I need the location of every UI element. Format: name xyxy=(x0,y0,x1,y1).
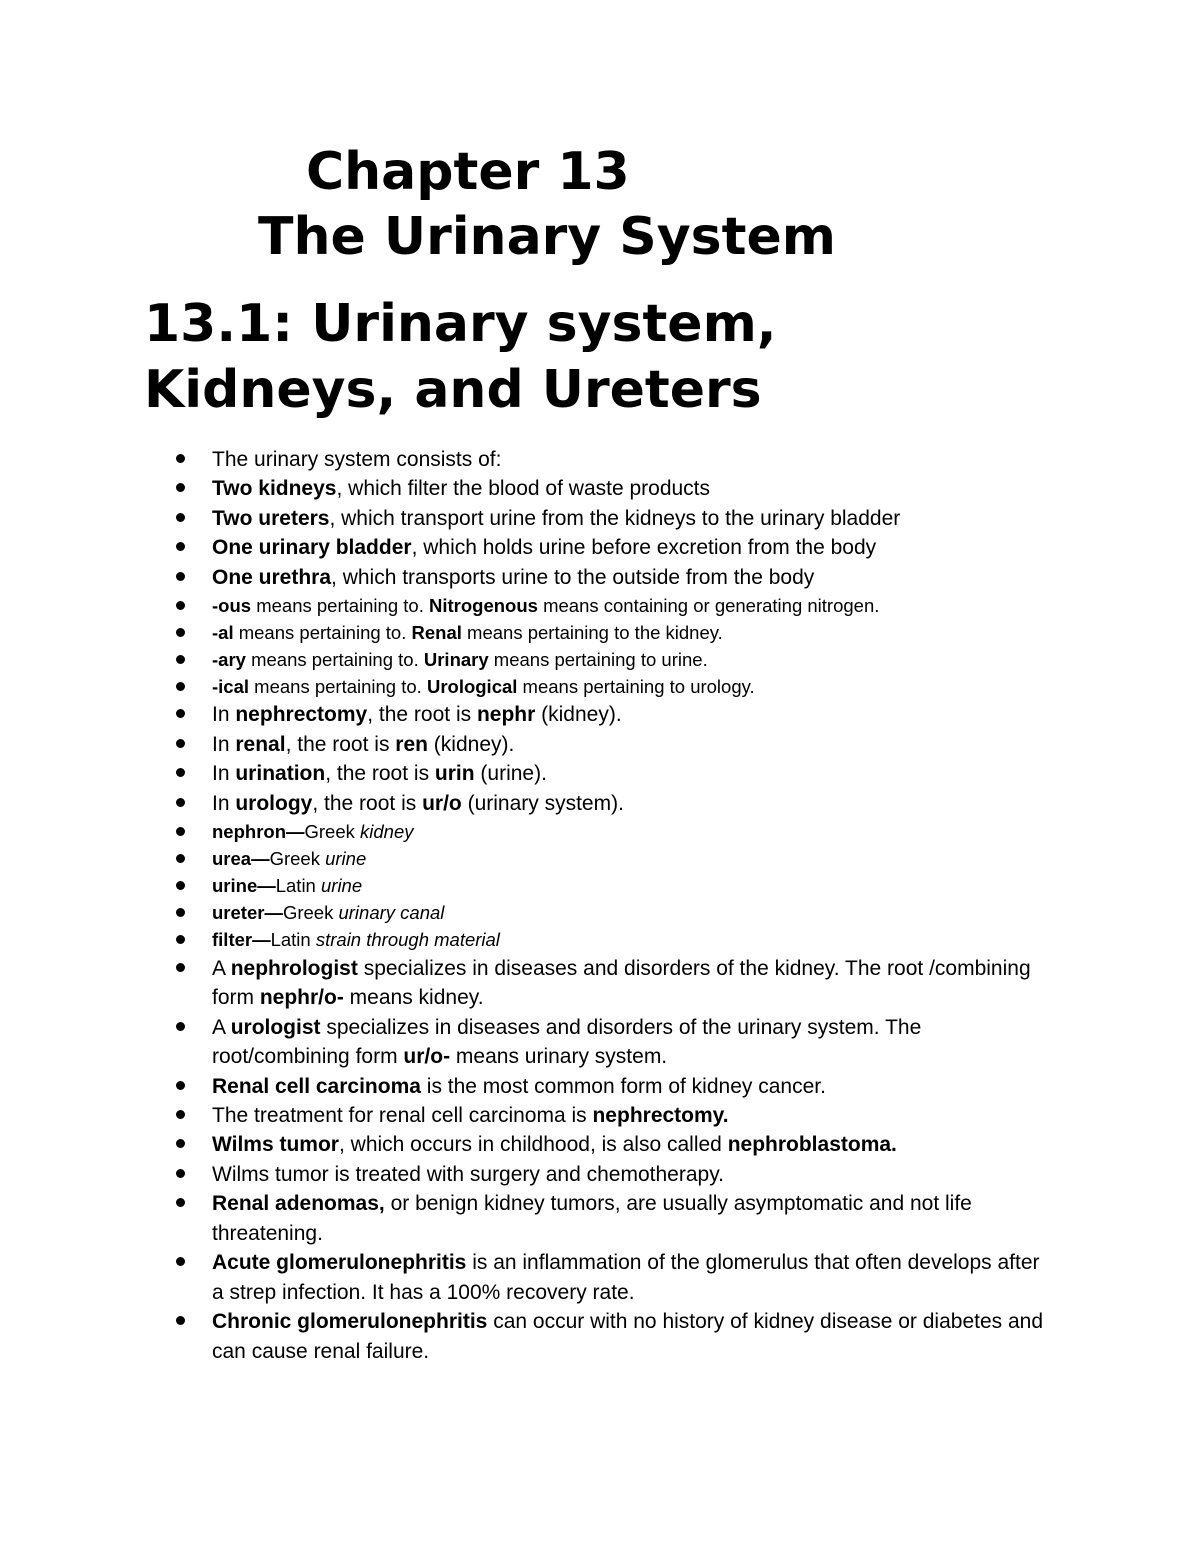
item-text: can occur with no history of kidney disease or diabetes and can cause renal failure. xyxy=(212,1310,1044,1363)
item-text: Greek xyxy=(282,902,339,924)
chapter-title: Chapter 13 xyxy=(306,142,630,202)
list-item xyxy=(212,1307,1052,1366)
bold-term: Acute glomerulonephritis xyxy=(212,1251,467,1275)
bold-term: Urological xyxy=(426,676,518,698)
list-item xyxy=(212,954,1052,1013)
bold-term: Nitrogenous xyxy=(428,595,538,617)
item-text: The urinary system consists of: xyxy=(212,448,502,471)
item-text: , the root is xyxy=(325,762,435,786)
list-item xyxy=(212,646,1052,673)
item-text: means pertaining to. xyxy=(245,649,424,671)
list-item xyxy=(212,1189,1052,1248)
item-text: In xyxy=(212,791,236,815)
bold-term: Renal adenomas, xyxy=(212,1192,385,1216)
item-text: is the most common form of kidney cancer. xyxy=(420,1074,826,1098)
list-item xyxy=(212,789,1052,818)
item-text: or benign kidney tumors, are usually asymptomatic and not life threatening. xyxy=(212,1192,972,1245)
item-text: means pertaining to. xyxy=(249,676,427,698)
item-text: Wilms tumor is treated with surgery and chemotherapy. xyxy=(212,1162,724,1186)
item-text: means pertaining to urology. xyxy=(517,676,755,698)
bold-term: urin xyxy=(434,762,475,786)
list-item xyxy=(212,1248,1052,1307)
section-heading-line2: Kidneys, and Ureters xyxy=(144,360,762,420)
bold-term: ren xyxy=(395,732,428,756)
italic-meaning: strain through material xyxy=(315,929,500,951)
item-text: , which filter the blood of waste products xyxy=(336,477,711,501)
bold-term: One urethra xyxy=(212,565,332,589)
bold-term: urine— xyxy=(212,875,276,897)
list-item xyxy=(212,759,1052,788)
item-text: , which transports urine to the outside from the body xyxy=(331,565,815,589)
list-item xyxy=(212,730,1052,759)
bold-term: urea— xyxy=(212,848,270,870)
item-text: (urinary system). xyxy=(461,791,624,815)
bold-term: nephrectomy. xyxy=(592,1103,729,1127)
item-text: Latin xyxy=(275,875,321,897)
list-item xyxy=(212,1160,1052,1189)
bold-term: -ical xyxy=(212,676,250,698)
bold-term: urination xyxy=(235,762,326,786)
bold-term: filter— xyxy=(212,929,271,951)
item-text: means pertaining to. xyxy=(233,622,412,644)
item-text: Greek xyxy=(269,848,326,870)
item-text: (kidney). xyxy=(535,703,622,727)
italic-meaning: kidney xyxy=(360,821,414,843)
item-text: Greek xyxy=(304,821,361,843)
list-item xyxy=(212,845,1052,872)
list-item xyxy=(212,533,1052,562)
bold-term: urology xyxy=(235,791,313,815)
list-item xyxy=(212,619,1052,646)
bold-term: -ary xyxy=(212,649,246,671)
bold-term: nephron— xyxy=(212,821,305,843)
bold-term: ur/o- xyxy=(403,1045,451,1068)
item-text: The treatment for renal cell carcinoma is xyxy=(212,1103,593,1127)
bold-term: nephrologist xyxy=(230,956,358,980)
item-text: , the root is xyxy=(312,791,423,815)
list-item xyxy=(212,872,1052,899)
bold-term: Two ureters xyxy=(212,506,330,530)
item-text: (urine). xyxy=(474,762,547,786)
list-item xyxy=(212,1072,1052,1101)
bold-term: Wilms tumor xyxy=(212,1133,339,1157)
list-item xyxy=(212,1130,1052,1159)
section-heading-line1: 13.1: Urinary system, xyxy=(144,294,777,354)
bold-term: Two kidneys xyxy=(212,477,337,501)
bold-term: -al xyxy=(212,622,234,644)
list-item xyxy=(212,445,1052,474)
item-text: means pertaining to urine. xyxy=(488,649,708,671)
list-item xyxy=(212,818,1052,845)
bullet-list xyxy=(212,445,1052,1366)
bold-term: -ous xyxy=(212,595,252,617)
item-text: means pertaining to. xyxy=(251,595,429,617)
bold-term: ureter— xyxy=(212,902,283,924)
list-item xyxy=(212,926,1052,953)
item-text: , which occurs in childhood, is also called xyxy=(338,1133,728,1157)
item-text: In xyxy=(212,732,236,756)
bold-term: Urinary xyxy=(423,649,489,671)
list-item xyxy=(212,700,1052,729)
item-text: , the root is xyxy=(285,732,396,756)
chapter-subtitle: The Urinary System xyxy=(258,207,836,267)
list-item xyxy=(212,1101,1052,1130)
list-item xyxy=(212,592,1052,619)
list-item xyxy=(212,563,1052,592)
item-text: specializes in diseases and disorders of the urinary system. The root/combining form xyxy=(212,1015,922,1068)
bold-term: nephrectomy xyxy=(235,703,368,727)
item-text: (kidney). xyxy=(427,732,515,756)
bold-term: Renal cell carcinoma xyxy=(212,1074,421,1098)
bold-term: Chronic glomerulonephritis xyxy=(212,1310,488,1334)
bold-term: Renal xyxy=(411,622,462,644)
item-text: In xyxy=(212,703,236,727)
item-text: A xyxy=(212,956,231,980)
item-text: specializes in diseases and disorders of the kidney. The root /combining form xyxy=(212,956,1031,1009)
italic-meaning: urine xyxy=(325,848,367,870)
item-text: In xyxy=(212,762,236,786)
item-text: means kidney. xyxy=(343,986,484,1009)
bold-term: renal xyxy=(235,732,286,756)
item-text: Latin xyxy=(270,929,316,951)
list-item xyxy=(212,504,1052,533)
item-text: means urinary system. xyxy=(450,1045,668,1068)
item-text: , which holds urine before excretion from the body xyxy=(411,536,877,560)
item-text: A xyxy=(212,1015,231,1039)
bold-term: nephr xyxy=(476,703,536,727)
item-text: , which transport urine from the kidneys to the urinary bladder xyxy=(329,506,901,530)
item-text: is an inflammation of the glomerulus that often develops after a strep infection. It has a 100% recovery rate. xyxy=(212,1251,1040,1304)
list-item xyxy=(212,1013,1052,1072)
italic-meaning: urinary canal xyxy=(338,902,445,924)
item-text: , the root is xyxy=(367,703,477,727)
bold-term: nephroblastoma. xyxy=(727,1133,897,1157)
bold-term: urologist xyxy=(230,1015,321,1039)
list-item xyxy=(212,899,1052,926)
item-text: means containing or generating nitrogen. xyxy=(537,595,880,617)
bold-term: nephr/o- xyxy=(259,986,344,1009)
list-item xyxy=(212,673,1052,700)
list-item xyxy=(212,474,1052,503)
bold-term: One urinary bladder xyxy=(212,536,412,560)
item-text: means pertaining to the kidney. xyxy=(461,622,723,644)
bold-term: ur/o xyxy=(422,791,462,815)
italic-meaning: urine xyxy=(321,875,363,897)
